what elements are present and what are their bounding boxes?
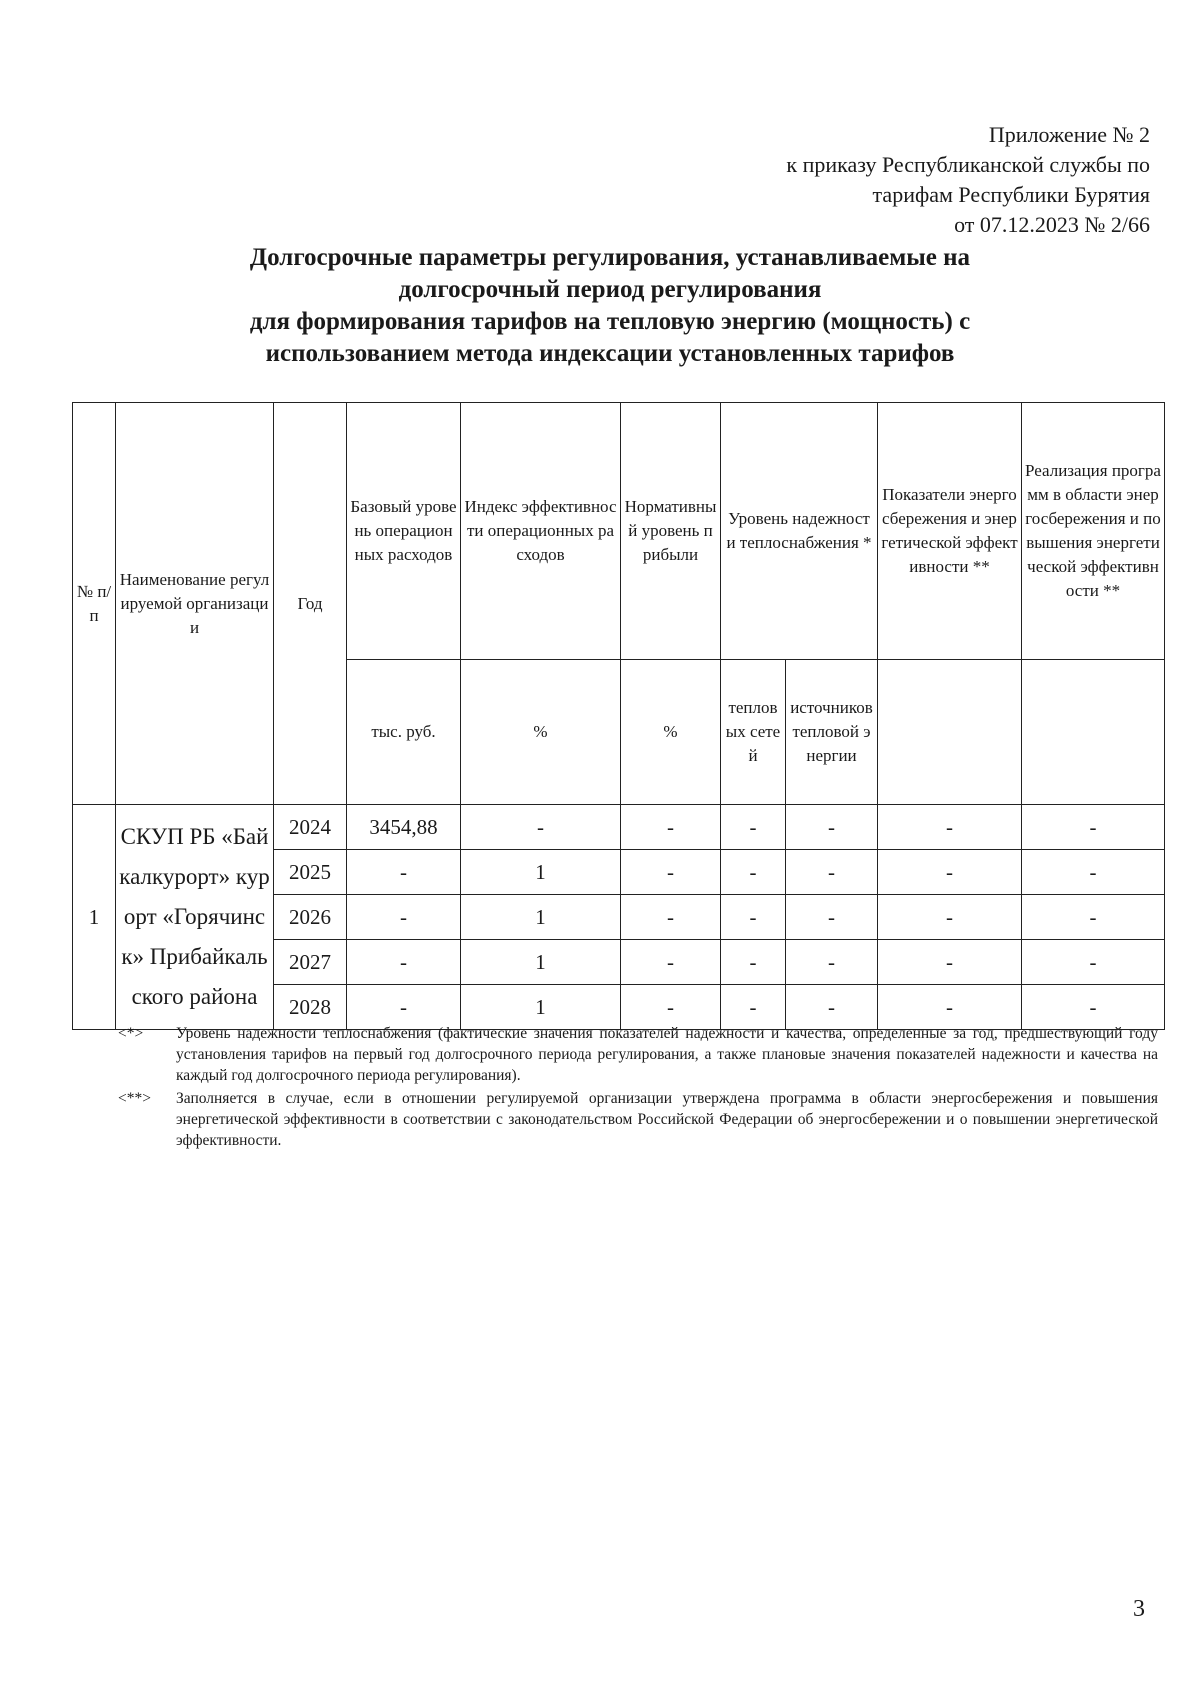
cell-year: 2028 bbox=[274, 985, 347, 1030]
footnote bbox=[118, 1088, 1158, 1151]
header-energy-indicators: Показатели энергосбережения и энергетической эффективности ** bbox=[878, 403, 1022, 660]
unit-networks: тепловых сетей bbox=[721, 660, 786, 805]
cell-energy: - bbox=[878, 940, 1022, 985]
cell-networks: - bbox=[721, 850, 786, 895]
cell-networks: - bbox=[721, 940, 786, 985]
header-year: Год bbox=[274, 403, 347, 805]
cell-networks: - bbox=[721, 895, 786, 940]
cell-profit: - bbox=[621, 850, 721, 895]
footnote-mark: <*> bbox=[118, 1025, 144, 1042]
header-base-costs: Базовый уровень операционных расходов bbox=[347, 403, 461, 660]
unit-base: тыс. руб. bbox=[347, 660, 461, 805]
title-line: Долгосрочные параметры регулирования, устанавливаемые на bbox=[249, 244, 971, 271]
cell-programs: - bbox=[1022, 805, 1165, 850]
cell-index: 1 bbox=[461, 895, 621, 940]
cell-base: 3454,88 bbox=[347, 805, 461, 850]
cell-programs: - bbox=[1022, 850, 1165, 895]
header-org: Наименование регулируемой организации bbox=[116, 403, 274, 805]
footnote bbox=[118, 1023, 1158, 1086]
title-line: для формирования тарифов на тепловую энергию (мощность) с bbox=[249, 308, 971, 335]
cell-year: 2024 bbox=[274, 805, 347, 850]
cell-index: 1 bbox=[461, 940, 621, 985]
footnote-text: Уровень надежности теплоснабжения (фактические значения показателей надежности и качества, определенные за год, предшествующий году установления тарифов на первый год долгосрочного периода регулирования, а также плановые значения показателей надежности и качества на каждый год долгосрочного периода регулирования). bbox=[176, 1025, 1158, 1084]
footnotes bbox=[118, 1023, 1158, 1153]
document-title bbox=[60, 242, 1160, 370]
unit-energy-empty bbox=[878, 660, 1022, 805]
cell-year: 2026 bbox=[274, 895, 347, 940]
header-num: № п/п bbox=[73, 403, 116, 805]
cell-sources: - bbox=[786, 985, 878, 1030]
unit-profit: % bbox=[621, 660, 721, 805]
header-reliability: Уровень надежности теплоснабжения * bbox=[721, 403, 878, 660]
annex-line: к приказу Республиканской службы по bbox=[786, 152, 1150, 177]
cell-sources: - bbox=[786, 940, 878, 985]
cell-networks: - bbox=[721, 805, 786, 850]
footnote-mark: <**> bbox=[118, 1090, 151, 1107]
cell-sources: - bbox=[786, 895, 878, 940]
org-number: 1 bbox=[73, 805, 116, 1030]
cell-base: - bbox=[347, 895, 461, 940]
footnote-text: Заполняется в случае, если в отношении регулируемой организации утверждена программа в области энергосбережения и повышения энергетической эффективности в соответствии с законодательством Российской Федерации об энергосбережении и о повышении энергетической эффективности. bbox=[176, 1090, 1158, 1149]
cell-sources: - bbox=[786, 850, 878, 895]
org-name: СКУП РБ «Байкалкурорт» курорт «Горячинск» Прибайкальского района bbox=[116, 805, 274, 1030]
parameters-table bbox=[72, 402, 1165, 1030]
cell-base: - bbox=[347, 985, 461, 1030]
cell-year: 2025 bbox=[274, 850, 347, 895]
cell-energy: - bbox=[878, 805, 1022, 850]
cell-index: - bbox=[461, 805, 621, 850]
cell-index: 1 bbox=[461, 850, 621, 895]
cell-profit: - bbox=[621, 895, 721, 940]
cell-year: 2027 bbox=[274, 940, 347, 985]
annex-block bbox=[786, 120, 1150, 240]
cell-index: 1 bbox=[461, 985, 621, 1030]
cell-profit: - bbox=[621, 940, 721, 985]
cell-profit: - bbox=[621, 985, 721, 1030]
cell-energy: - bbox=[878, 850, 1022, 895]
title-line: использованием метода индексации установленных тарифов bbox=[265, 340, 955, 367]
unit-index: % bbox=[461, 660, 621, 805]
annex-line: Приложение № 2 bbox=[988, 122, 1150, 147]
cell-base: - bbox=[347, 940, 461, 985]
cell-programs: - bbox=[1022, 985, 1165, 1030]
cell-energy: - bbox=[878, 985, 1022, 1030]
cell-base: - bbox=[347, 850, 461, 895]
unit-sources: источников тепловой энергии bbox=[786, 660, 878, 805]
unit-programs-empty bbox=[1022, 660, 1165, 805]
cell-energy: - bbox=[878, 895, 1022, 940]
cell-networks: - bbox=[721, 985, 786, 1030]
annex-line: от 07.12.2023 № 2/66 bbox=[954, 212, 1150, 237]
header-efficiency-index: Индекс эффективности операционных расходов bbox=[461, 403, 621, 660]
table-row bbox=[73, 805, 1165, 850]
page-number: 3 bbox=[1133, 1596, 1145, 1622]
cell-profit: - bbox=[621, 805, 721, 850]
title-line: долгосрочный период регулирования bbox=[398, 276, 822, 303]
header-profit-level: Нормативный уровень прибыли bbox=[621, 403, 721, 660]
cell-programs: - bbox=[1022, 895, 1165, 940]
cell-sources: - bbox=[786, 805, 878, 850]
header-row bbox=[73, 403, 1165, 660]
cell-programs: - bbox=[1022, 940, 1165, 985]
annex-line: тарифам Республики Бурятия bbox=[872, 182, 1150, 207]
header-energy-programs: Реализация программ в области энергосбережения и повышения энергетической эффективности ** bbox=[1022, 403, 1165, 660]
